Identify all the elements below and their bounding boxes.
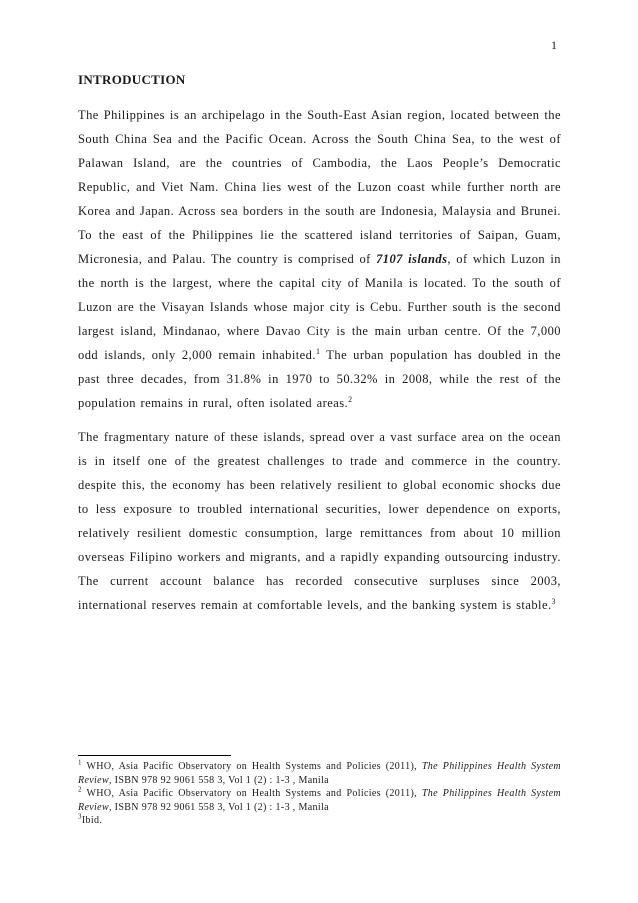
- footnote-number: 1: [78, 758, 82, 767]
- footnote-3: [78, 814, 561, 828]
- paragraph-text: The fragmentary nature of these islands, spread over a vast surface area on the ocean is in itself one of the greatest challenges to trade and commerce in the country. despite this, the economy has been relatively resilient to global economic shocks due to less exposure to troubled international securities, lower dependence on exports, relatively resilient domestic consumption, large remittances from about 10 million overseas Filipino workers and migrants, and a rapidly expanding outsourcing industry. The current account balance has recorded consecutive surpluses since 2003, international reserves remain at comfortable levels, and the banking system is stable.: [78, 430, 561, 612]
- footnote-1: [78, 760, 561, 787]
- paragraph-geography: [78, 103, 561, 415]
- footnote-text: , ISBN 978 92 9061 558 3, Vol 1 (2) : 1-3 , Manila: [108, 774, 329, 786]
- footnote-text: Ibid.: [81, 815, 103, 826]
- footnote-reference[interactable]: 3: [551, 596, 556, 606]
- footnotes: [78, 760, 561, 828]
- footnote-title: The Philippines Health System Review: [78, 761, 562, 786]
- footnote-reference[interactable]: 2: [348, 394, 353, 404]
- paragraph-text: , of which Luzon in the north is the largest, where the capital city of Manila is located. To the south of Luzon are the Visayan Islands whose major city is Cebu. Further south is the second largest island, Mindanao, where Davao City is the main urban centre. Of the 7,000 odd islands, only 2,000 remain inhabited.: [78, 252, 562, 362]
- footnote-number: 3: [78, 812, 82, 821]
- footnote-number: 2: [78, 785, 82, 794]
- paragraph-text: The Philippines is an archipelago in the South-East Asian region, located between the South China Sea and the Pacific Ocean. Across the South China Sea, to the west of Palawan Island, are the countries of Cambodia, the Laos People’s Democratic Republic, and Viet Nam. China lies west of the Luzon coast while further north are Korea and Japan. Across sea borders in the south are Indonesia, Malaysia and Brunei. To the east of the Philippines lie the scattered island territories of Saipan, Guam, Micronesia, and Palau. The country is comprised of: [78, 108, 561, 266]
- paragraph-text: The urban population has doubled in the past three decades, from 31.8% in 1970 to 50.32% in 2008, while the rest of the population remains in rural, often isolated areas.: [78, 348, 561, 410]
- footnote-2: [78, 787, 561, 814]
- emphasized-islands-count: 7107 islands: [376, 252, 448, 266]
- footnote-text: , ISBN 978 92 9061 558 3, Vol 1 (2) : 1-3 , Manila: [108, 801, 329, 813]
- footnote-reference[interactable]: 1: [315, 346, 321, 356]
- footnote-title: The Philippines Health System Review: [78, 788, 562, 813]
- paragraph-economy: [78, 425, 561, 617]
- footnote-text: WHO, Asia Pacific Observatory on Health Systems and Policies (2011),: [81, 761, 422, 772]
- page-number: 1: [551, 38, 557, 52]
- section-heading: INTRODUCTION: [78, 72, 186, 87]
- footnote-text: WHO, Asia Pacific Observatory on Health Systems and Policies (2011),: [81, 788, 422, 799]
- footnote-separator: [78, 755, 231, 756]
